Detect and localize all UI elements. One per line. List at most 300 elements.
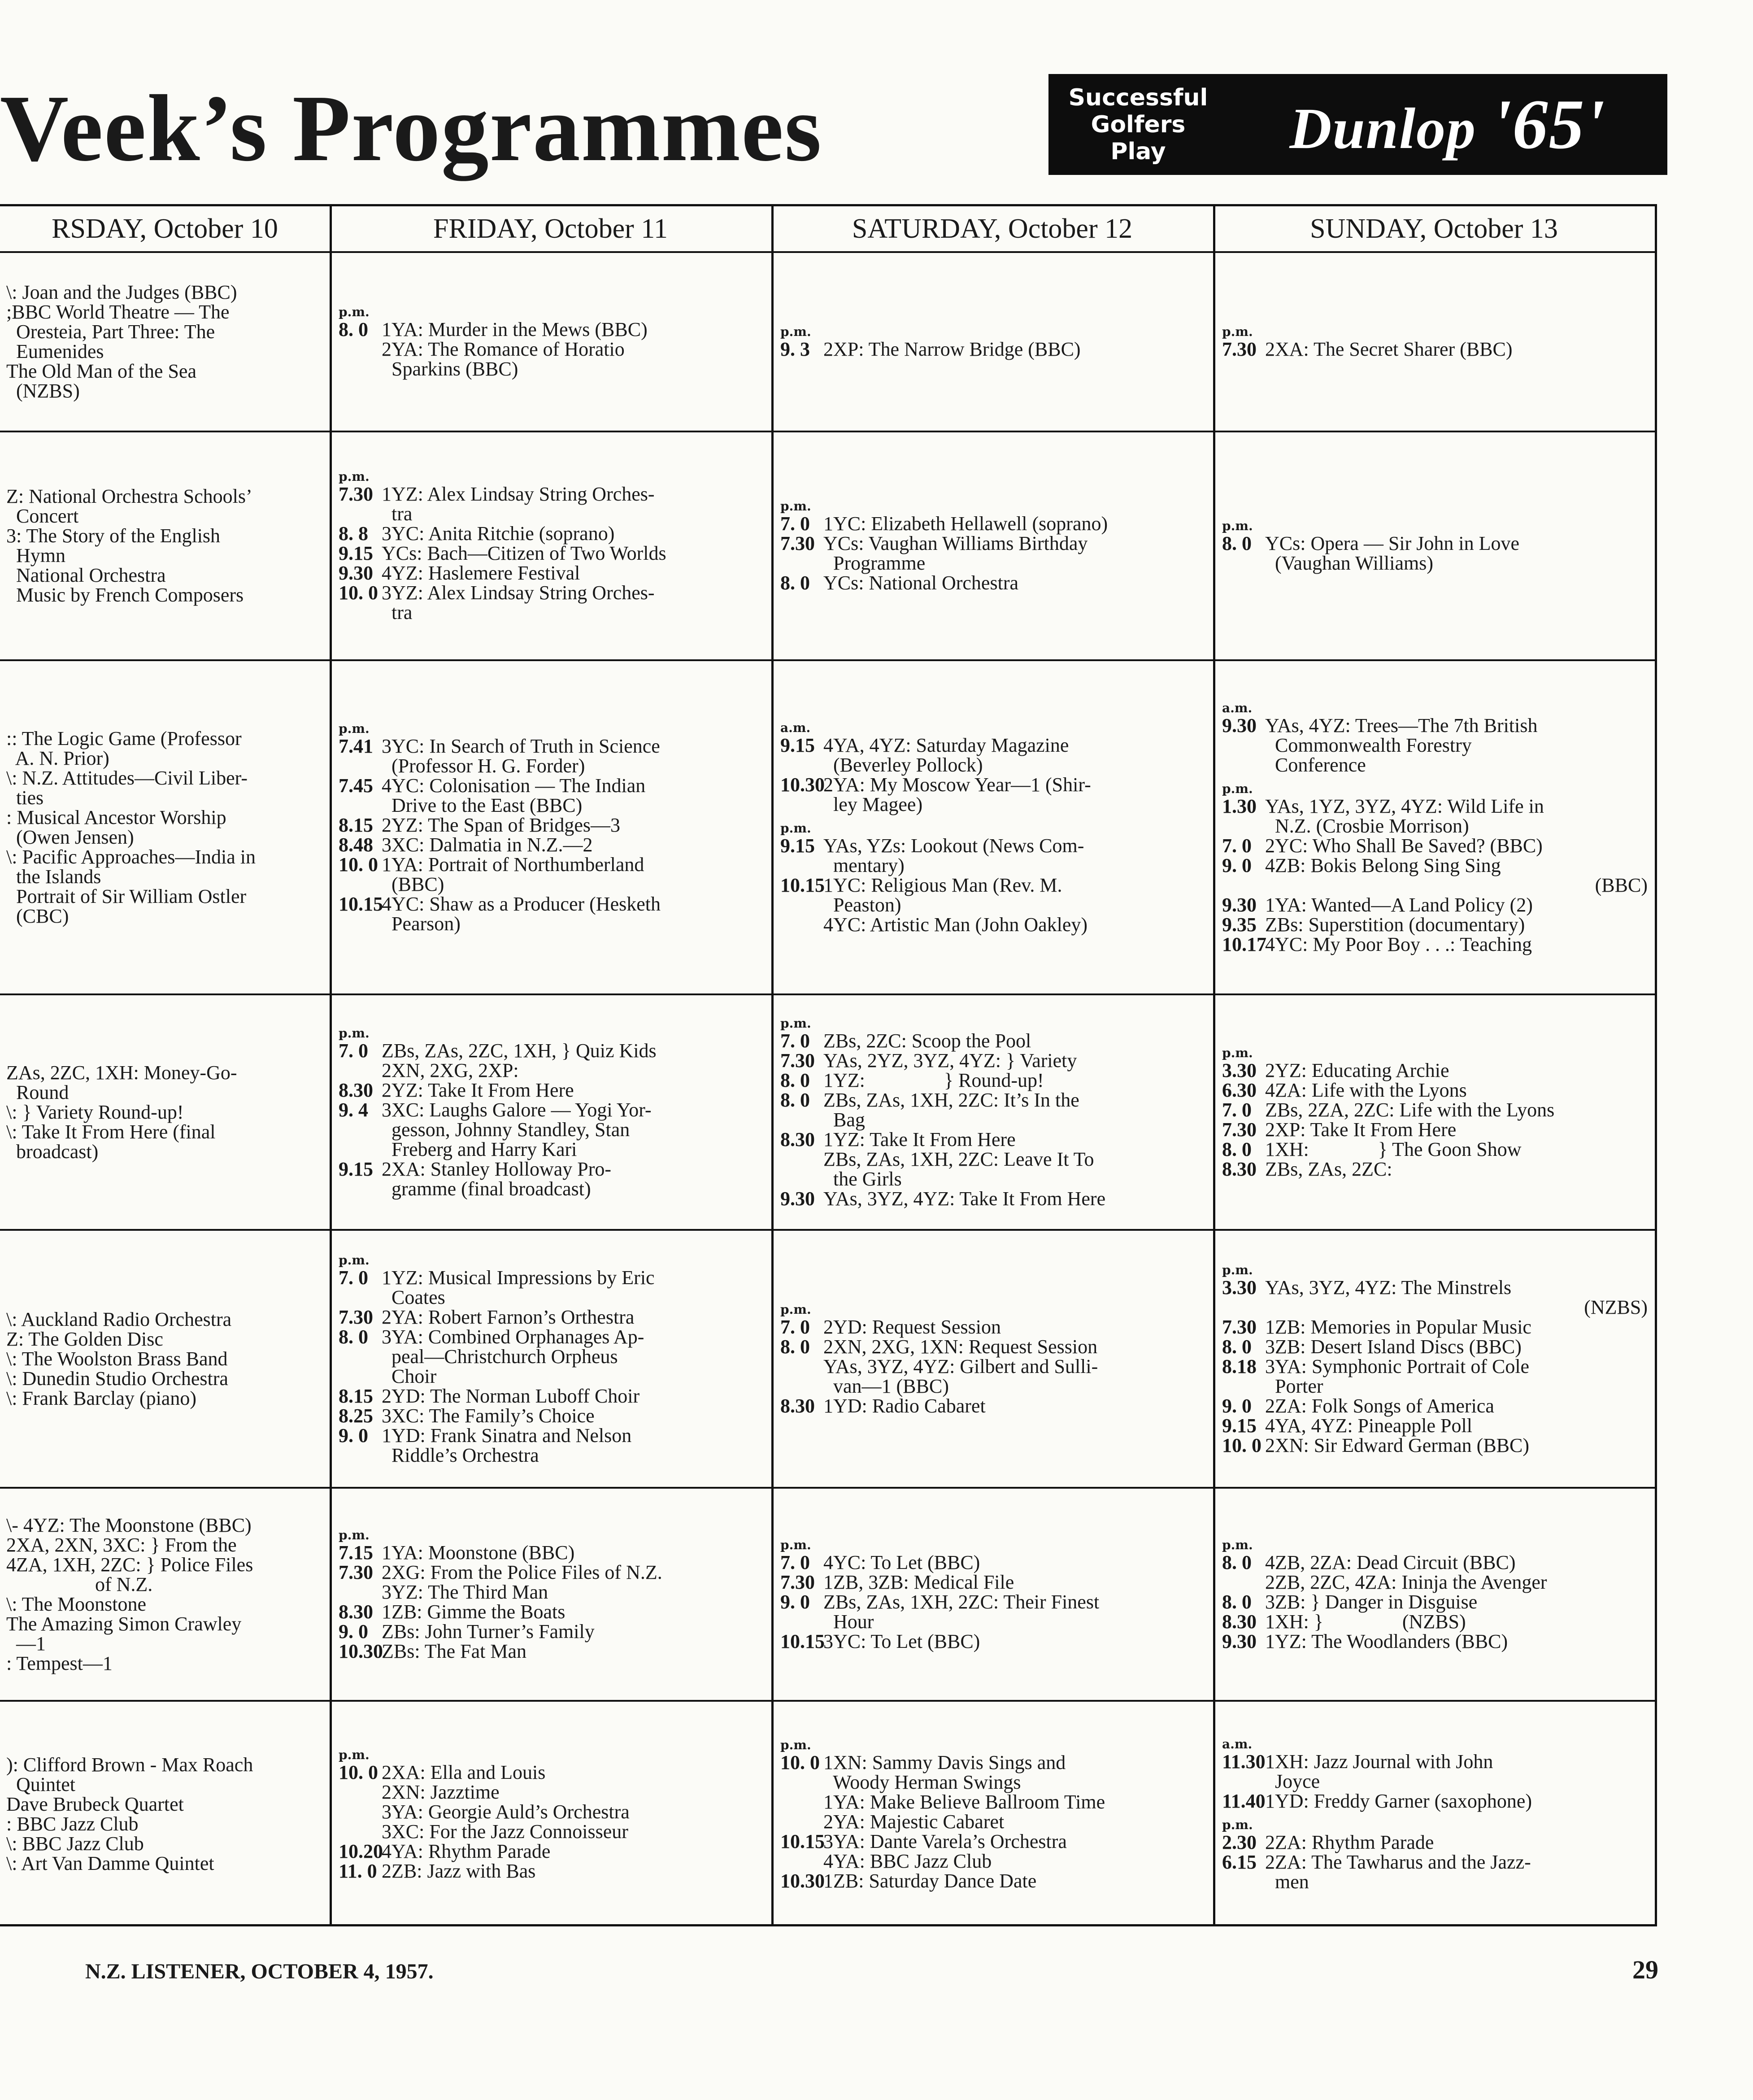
programme-entry	[339, 894, 768, 914]
programme-title: 2YC: Who Shall Be Saved? (BBC)	[1265, 834, 1543, 857]
programme-entry	[6, 1555, 323, 1575]
programme-time: 9.15	[780, 734, 815, 756]
programme-title: 4YC: Artistic Man (John Oakley)	[823, 913, 1088, 936]
programme-time: 10. 0	[1222, 1434, 1261, 1456]
programme-entry	[6, 546, 323, 566]
programme-time	[339, 1446, 382, 1465]
time-period-label: a.m.	[780, 720, 811, 735]
programme-title: 1XN: Sammy Davis Sings and	[823, 1751, 1066, 1773]
programme-time	[339, 1288, 382, 1307]
programme-time: 10. 0	[780, 1751, 820, 1773]
programme-time	[1222, 755, 1265, 775]
programme-entry	[6, 1634, 323, 1654]
programme-time: 7. 0	[339, 1266, 368, 1289]
programme-time: 9. 0	[339, 1620, 368, 1643]
programme-entry	[6, 322, 323, 342]
programme-title: (Professor H. G. Forder)	[382, 754, 585, 777]
programme-entry	[339, 855, 768, 875]
ad-brand	[1228, 84, 1667, 166]
programme-title: 2XN, 2XG, 2XP:	[382, 1059, 519, 1081]
programme-entry	[1222, 895, 1651, 915]
programme-title: : Musical Ancestor Worship	[6, 806, 226, 828]
programme-time	[780, 856, 823, 876]
programme-entry	[6, 847, 323, 867]
programme-entry	[1222, 1159, 1651, 1179]
programme-cell	[339, 664, 768, 991]
programme-title: 1YA: Wanted—A Land Policy (2)	[1265, 893, 1533, 916]
programme-title: 4YA: Rhythm Parade	[382, 1840, 551, 1862]
programme-time	[339, 1367, 382, 1386]
programme-time: 8. 0	[780, 1335, 810, 1358]
programme-time: 9.15	[1222, 1414, 1257, 1437]
programme-title: \: BBC Jazz Club	[6, 1832, 144, 1855]
programme-title: 2XN: Jazztime	[382, 1781, 500, 1803]
programme-entry	[6, 749, 323, 768]
programme-time: 10. 0	[339, 1761, 378, 1783]
time-period-label: p.m.	[339, 1747, 370, 1762]
programme-entry	[1222, 816, 1651, 836]
programme-title: Riddle’s Orchestra	[382, 1444, 539, 1466]
programme-entry	[6, 566, 323, 585]
programme-title: 3YA: Symphonic Portrait of Cole	[1265, 1355, 1530, 1377]
time-period-label: a.m.	[1222, 700, 1253, 715]
programme-entry	[339, 1120, 768, 1140]
programme-entry	[1222, 755, 1651, 775]
programme-title: 3YZ: The Third Man	[382, 1581, 548, 1603]
programme-entry	[780, 1051, 1209, 1071]
programme-time: 7. 0	[1222, 834, 1252, 857]
programme-time	[780, 1150, 823, 1169]
programme-title: Freberg and Harry Kari	[382, 1138, 577, 1160]
programme-time: 8.15	[339, 1385, 373, 1407]
programme-time: 7.30	[1222, 338, 1257, 360]
programme-entry	[6, 828, 323, 847]
programme-cell-content	[339, 1747, 768, 1881]
row-divider	[0, 993, 1655, 995]
programme-title: Music by French Composers	[6, 584, 244, 606]
programme-time: 7.30	[780, 1049, 815, 1072]
programme-time: 9. 3	[780, 338, 810, 360]
programme-entry	[780, 795, 1209, 815]
programme-title: 1YA: Murder in the Mews (BBC)	[382, 318, 648, 340]
programme-title: YAs, 4YZ: Trees—The 7th British	[1265, 714, 1538, 736]
programme-title: 1YZ: } Round-up!	[823, 1069, 1044, 1091]
programme-title: 3YA: Georgie Auld’s Orchestra	[382, 1800, 630, 1823]
programme-title: YCs: Bach—Citizen of Two Worlds	[382, 542, 666, 564]
programme-time: 8. 0	[1222, 1138, 1252, 1160]
programme-time	[1222, 1772, 1265, 1791]
programme-time	[1222, 1573, 1265, 1592]
programme-cell-content	[780, 1538, 1209, 1651]
programme-time: 8.30	[780, 1394, 815, 1417]
programme-entry	[1222, 1140, 1651, 1159]
programme-entry	[1222, 1772, 1651, 1791]
programme-title: 4ZA: Life with the Lyons	[1265, 1079, 1467, 1101]
programme-entry	[780, 876, 1209, 895]
programme-time: 9.30	[1222, 893, 1257, 916]
programme-title: ;BBC World Theatre — The	[6, 301, 230, 323]
programme-entry	[6, 1775, 323, 1795]
programme-title: 1YA: Moonstone (BBC)	[382, 1541, 575, 1564]
programme-title: Porter	[1265, 1375, 1323, 1397]
programme-entry	[339, 1763, 768, 1782]
programme-time: 3.30	[1222, 1276, 1257, 1298]
programme-entry	[780, 1852, 1209, 1871]
programme-cell	[339, 256, 768, 428]
programme-time	[1222, 1298, 1265, 1317]
programme-entry	[780, 736, 1209, 755]
programme-entry	[780, 1189, 1209, 1209]
programme-time	[339, 914, 382, 934]
time-period-label: p.m.	[780, 820, 811, 836]
programme-cell-content	[6, 487, 323, 605]
programme-time	[780, 795, 823, 815]
programme-title: ties	[6, 786, 44, 809]
programme-time	[780, 1357, 823, 1377]
programme-entry	[780, 1792, 1209, 1812]
programme-time: 10. 0	[339, 853, 378, 876]
programme-entry	[6, 729, 323, 749]
programme-title: : Tempest—1	[6, 1652, 113, 1674]
programme-time: 7. 0	[780, 513, 810, 535]
programme-title: Z: The Golden Disc	[6, 1328, 163, 1350]
programme-title: 2ZB, 2ZC, 4ZA: Ininja the Avenger	[1265, 1571, 1547, 1593]
programme-entry	[6, 1814, 323, 1834]
programme-cell-content	[1222, 1737, 1651, 1892]
programme-title: 4YA, 4YZ: Saturday Magazine	[823, 734, 1069, 756]
programme-entry	[339, 583, 768, 603]
programme-cell	[780, 435, 1209, 657]
programme-title: YAs, 1YZ, 3YZ, 4YZ: Wild Life in	[1265, 795, 1544, 817]
row-divider	[0, 659, 1655, 661]
programme-title: men	[1265, 1870, 1309, 1893]
programme-entry	[339, 603, 768, 623]
programme-title: 3YA: Combined Orphanages Ap-	[382, 1325, 644, 1348]
time-period-label: p.m.	[780, 1015, 811, 1031]
programme-entry	[6, 1575, 323, 1595]
time-period-label: p.m.	[339, 1527, 370, 1542]
programme-title: 2XP: Take It From Here	[1265, 1118, 1457, 1141]
programme-title: Sparkins (BBC)	[382, 358, 518, 380]
programme-title: 3ZB: } Danger in Disguise	[1265, 1590, 1478, 1613]
programme-cell	[1222, 1491, 1651, 1697]
programme-entry	[6, 1349, 323, 1369]
programme-entry	[339, 1327, 768, 1347]
programme-time	[1222, 816, 1265, 836]
page-title: Veek’s Programmes	[0, 75, 822, 181]
programme-title: 1YZ: The Woodlanders (BBC)	[1265, 1630, 1508, 1652]
programme-time	[1222, 1872, 1265, 1892]
programme-time: 8.30	[780, 1128, 815, 1150]
programme-entry	[339, 340, 768, 359]
programme-time: 9.15	[780, 834, 815, 857]
programme-entry	[1222, 1396, 1651, 1416]
programme-entry	[780, 1090, 1209, 1110]
programme-time	[1222, 1377, 1265, 1396]
programme-time: 8.30	[339, 1079, 373, 1101]
programme-title: the Girls	[823, 1168, 902, 1190]
programme-title: 4YC: My Poor Boy . . .: Teaching	[1265, 933, 1532, 955]
time-period-label: p.m.	[339, 1025, 370, 1041]
ad-line-1: Successful	[1068, 84, 1208, 111]
programme-title: 4YA, 4YZ: Pineapple Poll	[1265, 1414, 1472, 1437]
programme-entry	[339, 776, 768, 796]
programme-entry	[339, 1622, 768, 1642]
programme-time	[339, 1179, 382, 1199]
programme-time: 7.15	[339, 1541, 373, 1564]
programme-entry	[780, 1357, 1209, 1377]
programme-entry	[780, 1169, 1209, 1189]
programme-entry	[339, 1367, 768, 1386]
programme-time: 10.15	[780, 1630, 825, 1652]
programme-entry	[1222, 1416, 1651, 1436]
programme-title: 3ZB: Desert Island Discs (BBC)	[1265, 1335, 1522, 1358]
programme-entry	[780, 1773, 1209, 1792]
time-period-label: p.m.	[1222, 1537, 1253, 1552]
programme-entry	[1222, 1337, 1651, 1357]
programme-title: The Old Man of the Sea	[6, 360, 196, 382]
programme-entry	[6, 1389, 323, 1408]
programme-entry	[339, 1140, 768, 1159]
programme-title: Quintet	[6, 1773, 75, 1795]
programme-entry	[6, 526, 323, 546]
programme-grid	[0, 204, 1657, 1926]
programme-title: —1	[6, 1632, 46, 1655]
programme-entry	[6, 867, 323, 887]
programme-title: 1ZB, 3ZB: Medical File	[823, 1571, 1014, 1593]
programme-entry	[6, 887, 323, 906]
programme-title: 2YA: My Moscow Year—1 (Shir-	[823, 773, 1091, 796]
programme-title: 1YZ: Take It From Here	[823, 1128, 1016, 1150]
programme-entry	[780, 534, 1209, 553]
programme-time: 8.30	[1222, 1158, 1257, 1180]
programme-time: 8.30	[339, 1600, 373, 1623]
ad-line-2: Golfers	[1091, 111, 1186, 138]
programme-entry	[339, 1446, 768, 1465]
programme-title: ZBs, ZAs, 1XH, 2ZC: Leave It To	[823, 1148, 1094, 1170]
programme-cell	[1222, 435, 1651, 657]
programme-title: Drive to the East (BBC)	[382, 794, 583, 816]
programme-time	[780, 553, 823, 573]
block-spacer	[1222, 775, 1651, 781]
programme-time: 8. 0	[1222, 1551, 1252, 1573]
programme-entry	[1222, 534, 1651, 553]
programme-entry	[1222, 876, 1651, 895]
programme-cell-content	[339, 1253, 768, 1465]
programme-entry	[6, 1854, 323, 1873]
programme-title: \: Dunedin Studio Orchestra	[6, 1367, 228, 1390]
programme-entry	[780, 1612, 1209, 1632]
programme-time: 9. 0	[1222, 854, 1252, 876]
programme-cell-content	[6, 283, 323, 401]
programme-time	[1222, 876, 1265, 895]
programme-time: 10.30	[780, 1869, 825, 1892]
programme-time	[339, 1582, 382, 1602]
programme-cell-content	[6, 1516, 323, 1673]
programme-title: tra	[382, 503, 413, 525]
programme-title: 4YA: BBC Jazz Club	[823, 1850, 992, 1872]
programme-entry	[1222, 1752, 1651, 1772]
programme-entry	[1222, 1791, 1651, 1811]
programme-time: 9. 0	[1222, 1394, 1252, 1417]
time-period-label: p.m.	[1222, 1045, 1253, 1060]
programme-entry	[339, 796, 768, 815]
programme-entry	[339, 563, 768, 583]
programme-title: \: Take It From Here (final	[6, 1120, 216, 1143]
programme-cell	[780, 1233, 1209, 1484]
programme-title: 4ZB, 2ZA: Dead Circuit (BBC)	[1265, 1551, 1516, 1573]
programme-title: YCs: Opera — Sir John in Love	[1265, 532, 1520, 554]
programme-entry	[1222, 1100, 1651, 1120]
programme-cell-content	[780, 499, 1209, 593]
programme-entry	[1222, 1436, 1651, 1455]
programme-time: 8.30	[1222, 1610, 1257, 1633]
programme-time	[780, 1377, 823, 1396]
programme-cell-content	[780, 1302, 1209, 1416]
programme-entry	[780, 1110, 1209, 1130]
time-period-label: p.m.	[339, 721, 370, 736]
programme-title: the Islands	[6, 865, 101, 888]
programme-entry	[6, 808, 323, 828]
programme-cell	[6, 1704, 323, 1924]
programme-time: 1.30	[1222, 795, 1257, 817]
programme-cell-content	[780, 1016, 1209, 1209]
programme-entry	[780, 1337, 1209, 1357]
dunlop-ad	[1048, 74, 1667, 175]
programme-title: of N.Z.	[6, 1573, 153, 1595]
programme-time	[780, 1812, 823, 1832]
ad-line-3: Play	[1110, 138, 1166, 165]
programme-title: YCs: National Orchestra	[823, 572, 1018, 594]
programme-title: ZBs, 2ZA, 2ZC: Life with the Lyons	[1265, 1098, 1555, 1121]
programme-time: 10.20	[339, 1840, 383, 1862]
programme-title: 1ZB: Gimme the Boats	[382, 1600, 565, 1623]
programme-title: 2YD: Request Session	[823, 1316, 1001, 1338]
programme-time	[339, 340, 382, 359]
programme-title: 4YC: To Let (BBC)	[823, 1551, 980, 1573]
programme-entry	[6, 1795, 323, 1814]
programme-cell-content	[339, 1528, 768, 1661]
programme-entry	[6, 362, 323, 381]
programme-title: 3YC: Anita Ritchie (soprano)	[382, 523, 615, 545]
programme-time: 2.30	[1222, 1831, 1257, 1853]
programme-time: 8. 0	[780, 1069, 810, 1091]
programme-time	[780, 1773, 823, 1792]
programme-entry	[6, 1083, 323, 1102]
time-period-label: p.m.	[1222, 324, 1253, 339]
programme-title: 2YZ: The Span of Bridges—3	[382, 814, 621, 836]
programme-title: ZAs, 2ZC, 1XH: Money-Go-	[6, 1061, 237, 1084]
programme-entry	[1222, 1377, 1651, 1396]
programme-title: Z: National Orchestra Schools’	[6, 485, 252, 507]
programme-time: 7. 0	[1222, 1098, 1252, 1121]
time-period-label: p.m.	[1222, 1817, 1253, 1832]
programme-cell-content	[6, 1310, 323, 1408]
programme-cell	[6, 1491, 323, 1697]
programme-title: 1XH: } The Goon Show	[1265, 1138, 1522, 1160]
programme-entry	[339, 544, 768, 563]
programme-title: \: } Variety Round-up!	[6, 1101, 184, 1123]
programme-title: 3YC: To Let (BBC)	[823, 1630, 980, 1652]
programme-title: Dave Brubeck Quartet	[6, 1793, 184, 1815]
programme-time: 7.30	[339, 1306, 373, 1328]
programme-entry	[339, 1602, 768, 1622]
programme-title: (BBC)	[382, 873, 444, 895]
programme-entry	[780, 553, 1209, 573]
programme-title: 1YZ: Alex Lindsay String Orches-	[382, 483, 655, 505]
programme-cell-content	[6, 1063, 323, 1162]
programme-entry	[6, 1063, 323, 1083]
programme-title: peal—Christchurch Orpheus	[382, 1345, 618, 1368]
row-divider	[0, 1229, 1655, 1231]
programme-time: 7.30	[339, 483, 373, 505]
programme-entry	[339, 1268, 768, 1288]
programme-time: 9.30	[339, 562, 373, 584]
programme-time	[780, 1612, 823, 1632]
programme-entry	[6, 487, 323, 506]
publication-footer: N.Z. LISTENER, OCTOBER 4, 1957.	[85, 1960, 434, 1983]
programme-time: 9.15	[339, 542, 373, 564]
programme-time: 7.30	[1222, 1316, 1257, 1338]
programme-title: YAs, 3YZ, 4YZ: Take It From Here	[823, 1187, 1106, 1210]
programme-title: YAs, YZs: Lookout (News Com-	[823, 834, 1084, 857]
time-period-label: p.m.	[780, 1302, 811, 1317]
programme-title: YAs, 3YZ, 4YZ: The Minstrels	[1265, 1276, 1512, 1298]
programme-cell	[339, 998, 768, 1226]
programme-time	[339, 1782, 382, 1802]
programme-cell-content	[780, 720, 1209, 935]
programme-time	[339, 1120, 382, 1140]
time-period-label: p.m.	[339, 1252, 370, 1268]
programme-entry	[339, 835, 768, 855]
day-header: SATURDAY, October 12	[852, 213, 1133, 244]
programme-title: ley Magee)	[823, 793, 923, 815]
programme-time: 9. 0	[780, 1590, 810, 1613]
programme-entry	[6, 1516, 323, 1535]
programme-title: \: Frank Barclay (piano)	[6, 1387, 196, 1409]
programme-entry	[1222, 340, 1651, 359]
programme-entry	[1222, 915, 1651, 935]
programme-entry	[339, 1426, 768, 1446]
programme-title: ZBs, ZAs, 1XH, 2ZC: It’s In the	[823, 1089, 1079, 1111]
programme-entry	[1222, 1298, 1651, 1317]
programme-entry	[1222, 836, 1651, 856]
programme-entry	[6, 302, 323, 322]
programme-title: \: Joan and the Judges (BBC)	[6, 281, 237, 303]
programme-cell-content	[6, 729, 323, 926]
programme-title: 1YC: Religious Man (Rev. M.	[823, 874, 1062, 896]
programme-cell-content	[339, 305, 768, 379]
programme-entry	[339, 1842, 768, 1861]
programme-entry	[780, 1031, 1209, 1051]
programme-title: 3YC: In Search of Truth in Science	[382, 735, 660, 757]
programme-entry	[780, 1071, 1209, 1090]
programme-cell	[6, 998, 323, 1226]
time-period-label: a.m.	[1222, 1736, 1253, 1751]
programme-entry	[6, 1329, 323, 1349]
programme-title: National Orchestra	[6, 564, 166, 586]
programme-title: ZBs, 2ZC: Scoop the Pool	[823, 1029, 1031, 1052]
day-header: FRIDAY, October 11	[433, 213, 668, 244]
programme-title: : BBC Jazz Club	[6, 1812, 139, 1835]
time-period-label: p.m.	[780, 1537, 811, 1552]
column-divider	[330, 206, 332, 1926]
programme-entry	[780, 755, 1209, 775]
programme-time: 7.41	[339, 735, 373, 757]
programme-entry	[339, 1307, 768, 1327]
programme-entry	[6, 585, 323, 605]
programme-title: 1YD: Radio Cabaret	[823, 1394, 986, 1417]
